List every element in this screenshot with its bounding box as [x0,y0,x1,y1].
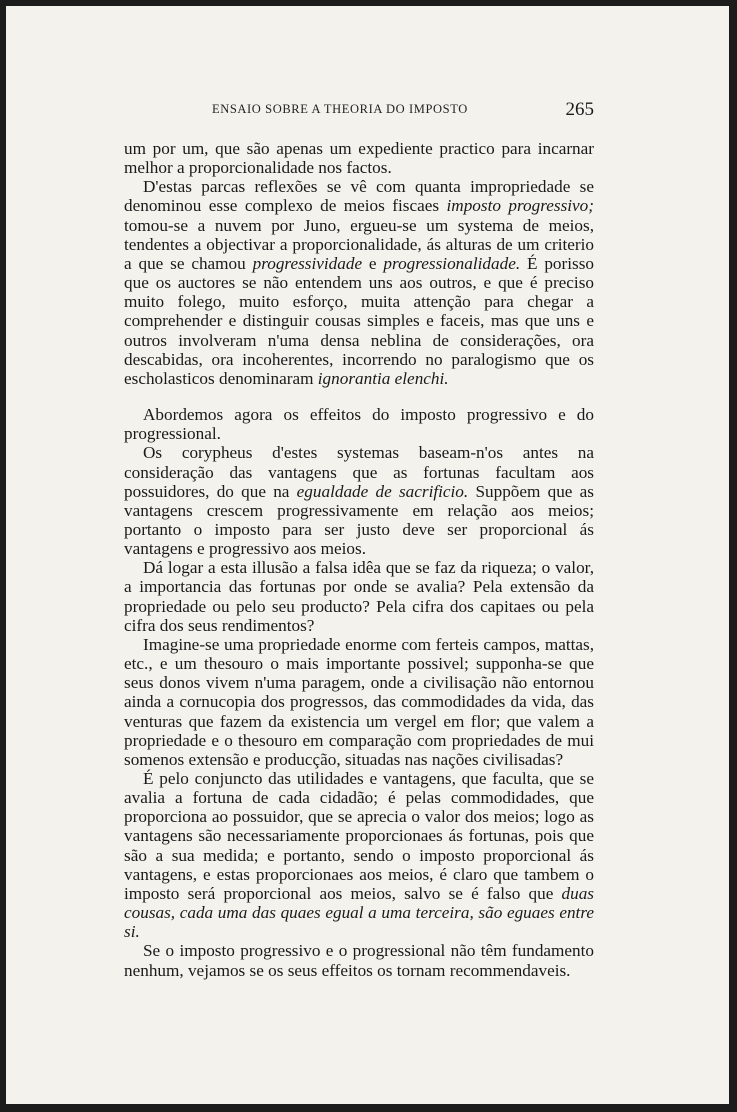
paragraph [124,769,594,941]
text-run: Suppõem que as vantagens crescem progressivamente em relação aos meios; portanto o imposto para ser justo deve ser proporcional ás vantagens e progressivo aos meios. [124,481,594,559]
paragraph [124,177,594,388]
paragraph [124,139,594,177]
italic-term: ignorantia elenchi. [317,368,449,388]
text-run: Se o imposto progressivo e o progressional não têm fundamento nenhum, vejamos se os seus effeitos os tornam recommendaveis. [124,941,594,980]
text-run: Abordemos agora os effeitos do imposto progressivo e do progressional. [124,405,594,444]
body-text [124,139,594,980]
book-page [6,6,729,1104]
text-run: D'estas parcas reflexões se vê com quanta impropriedade se denominou esse complexo de meios fiscaes [124,177,594,216]
text-run: Os corypheus d'estes systemas baseam-n'os antes na consideração das vantagens que as fortunas facultam aos possuidores, do que na [124,443,594,501]
text-run: Dá logar a esta illusão a falsa idêa que se faz da riqueza; o valor, a importancia das fortunas por onde se avalia? Pela extensão da propriedade ou pelo seu producto? Pela cifra dos capitaes ou pela cifra dos seus rendimentos? [124,558,594,635]
text-run: um por um, que são apenas um expediente practico para incarnar melhor a proporcionalidade nos factos. [124,139,594,178]
paragraph [124,405,594,443]
text-run: tomou-se a nuvem por Juno, ergueu-se um systema de meios, tendentes a objectivar a proporcionalidade, ás alturas de um criterio a que se chamou [124,215,594,273]
text-run: Imagine-se uma propriedade enorme com ferteis campos, mattas, etc., e um thesouro o mais importante possivel; supponha-se que seus donos vivem n'uma paragem, onde a civilisação não entornou ainda a cornucopia dos progressos, das commodidades da vida, das venturas que fazem da existencia um vergel em flor; que valem a propriedade e o thesouro em comparação com propriedades de mui somenos extensão e producção, situadas nas nações civilisadas? [124,634,594,769]
paragraph [124,941,594,979]
page-number: 265 [565,99,594,120]
italic-term: progressividade [252,253,363,273]
italic-term: imposto progressivo; [446,196,594,216]
paragraph [124,635,594,769]
text-run: e [362,253,384,273]
text-run: É porisso que os auctores se não entendem uns aos outros, e que é preciso muito folego, muito esforço, muita attenção para chegar a comprehender e distinguir cousas simples e faceis, mas que uns e outros involveram n'uma densa neblina de considerações, ora descabidas, ora incoherentes, incorrendo no paralogismo que os escholasticos denominaram [124,253,594,388]
italic-term: egualdade de sacrificio. [296,481,469,501]
italic-term: duas cousas, cada uma das quaes egual a uma terceira, são eguaes entre si. [124,883,594,942]
text-run: É pelo conjuncto das utilidades e vantagens, que faculta, que se avalia a fortuna de cada cidadão; é pelas commodidades, que proporciona ao possuidor, que se aprecia o valor dos meios; logo as vantagens são necessariamente proporcionaes ás fortunas, pois que são a sua medida; e portanto, sendo o imposto proporcional ás vantagens, e estas proporcionaes aos meios, é claro que tambem o imposto será proporcional aos meios, salvo se é falso que [124,769,594,903]
running-title: ENSAIO SOBRE A THEORIA DO IMPOSTO [212,102,468,116]
paragraph [124,558,594,635]
italic-term: progressionalidade. [383,253,521,273]
page-header [124,99,594,122]
paragraph [124,443,594,558]
